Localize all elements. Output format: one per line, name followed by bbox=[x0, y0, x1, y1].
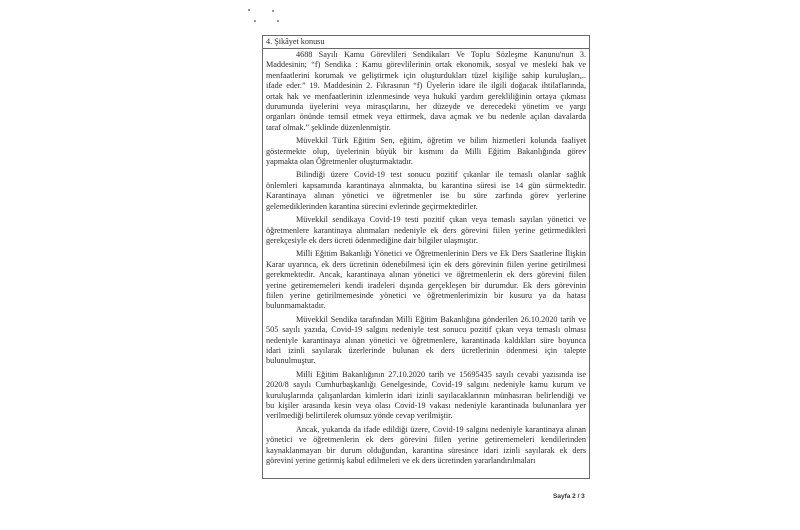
text-line: gelemediklerinden karantina sürecini evlerinde geçirmektedirler. bbox=[266, 201, 478, 211]
text-line: 505 sayılı yazıda, Covid-19 salgını nedeniyle test sonucu pozitif çıkan veya temaslı olması bbox=[266, 325, 586, 335]
text-line: 4688 Sayılı Kamu Görevlileri Sendikaları Ve Toplu Sözleşme Kanunu'nun 3. bbox=[296, 50, 586, 59]
paragraph bbox=[266, 425, 586, 467]
page-number: Sayfa 2 / 3 bbox=[553, 493, 585, 500]
section-body bbox=[263, 49, 589, 466]
paragraph bbox=[266, 50, 586, 133]
text-line: Karar uyarınca, ek ders ücretinin ödenebilmesi için ek ders görevinin fiilen yerine getirilmesi bbox=[266, 259, 586, 269]
paragraph bbox=[266, 215, 586, 246]
text-line: durumunda üyelerini veya mirasçılarını, her düzeyde ve derecedeki yönetim ve yargı bbox=[266, 102, 586, 112]
text-line: idari izinli sayılarak üzerlerinde bulunan ek ders ücretlerinin ödenmesi için talepte bbox=[266, 345, 586, 355]
text-line: Maddesinin; “f) Sendika : Kamu görevlilerinin ortak ekonomik, sosyal ve mesleki hak ve bbox=[266, 60, 586, 70]
text-line: yapmakta olan Öğretmenler oluşturmaktadır. bbox=[266, 157, 413, 167]
section-header: 4. Şikâyet konusu bbox=[263, 36, 589, 49]
text-line: bulunulmuştur. bbox=[266, 356, 316, 366]
text-line: Karantinaya alınan yönetici ve öğretmenler ise bu süre zarfında görev yerlerine bbox=[266, 191, 586, 201]
text-line: Ancak, yukarıda da ifade edildiği üzere, Covid-19 salgını nedeniyle karantinaya alınan bbox=[296, 424, 586, 434]
text-line: verilmediği belirtilerek olumsuz yönde cevap verilmiştir. bbox=[266, 411, 453, 421]
scan-artifact-dots bbox=[248, 8, 288, 28]
text-line: gerekmektedir. Ancak, karantinaya alınan yönetici ve öğretmenlerin ek ders görevini fiilen bbox=[266, 270, 586, 280]
text-line: menfaatlerini korumak ve geliştirmek için oluşturdukları tüzel kişiliğe sahip kuruluşları,.. bbox=[266, 70, 586, 80]
text-line: göstermekte olup, üyelerinin büyük bir kısmını da Milli Eğitim Bakanlığında görev bbox=[266, 146, 586, 156]
text-line: Müvekkil Sendika tarafından Milli Eğitim Bakanlığına gönderilen 26.10.2020 tarih ve bbox=[296, 314, 586, 324]
text-line: görevini yerine getirmiş kabul edilmeleri ve ek ders ücretinden yararlandırılmaları bbox=[266, 456, 536, 466]
text-line: Müvekkil sendikaya Covid-19 testi pozitif çıkan veya temaslı sayılan yönetici ve bbox=[296, 215, 586, 225]
text-line: önlemleri kapsamında karantinaya alınmakta, bu karantina süresi ise 14 gün sürmektedir. bbox=[266, 180, 586, 190]
text-line: organları önünde temsil etmek veya ettirmek, dava açmak ve bu nedenle açılan davalarda bbox=[266, 112, 586, 122]
text-line: Milli Eğitim Bakanlığının 27.10.2020 tarih ve 15695435 sayılı cevabi yazısında ise bbox=[296, 369, 586, 379]
text-line: bu kişiler arasında kesin veya olası Covid-19 vakası nedeniyle karantinada bulunanlara yer bbox=[266, 401, 586, 410]
paragraph bbox=[266, 136, 586, 167]
text-line: Milli Eğitim Bakanlığı Yönetici ve Öğretmenlerinin Ders ve Ek Ders Saatlerine İlişkin bbox=[296, 249, 586, 259]
paragraph bbox=[266, 170, 586, 212]
text-line: kuruluşlarında çalışanlardan kimlerin idari izinli sayılacaklarının münhasıran belirlendiği ve bbox=[266, 390, 586, 400]
paragraph bbox=[266, 370, 586, 422]
text-line: 2020/8 sayılı Cumhurbaşkanlığı Genelgesinde, Covid-19 salgını nedeniyle kamu kurum ve bbox=[266, 380, 586, 390]
text-line: kaynaklanmayan bir durum olduğundan, karantina süresince idari izinli sayılarak ek ders bbox=[266, 445, 586, 455]
text-line: taraf olmak.” şeklinde düzenlenmiştir. bbox=[266, 122, 391, 132]
text-line: ifade eder.” 19. Maddesinin 2. Fıkrasının “f) Üyelerin idare ile ilgili doğacak ihtilaflarında, bbox=[266, 81, 586, 91]
paragraph bbox=[266, 315, 586, 367]
text-line: Bilindiği üzere Covid-19 test sonucu pozitif çıkanlar ile temaslı olanlar sağlık bbox=[296, 170, 586, 180]
complaint-section-box bbox=[262, 35, 590, 479]
text-line: Müvekkil Türk Eğitim Sen, eğitim, öğretim ve bilim hizmetleri kolunda faaliyet bbox=[296, 136, 586, 146]
paragraph bbox=[266, 249, 586, 311]
text-line: bulunmamaktadır. bbox=[266, 301, 326, 311]
text-line: yerine getirememeleri kendi iradeleri dışında gerçekleşen bir durumdur. Ek ders görevinin bbox=[266, 280, 586, 290]
text-line: yönetici ve öğretmenlerin ek ders görevini fiilen yerine getirememeleri kendilerinden bbox=[266, 435, 586, 445]
text-line: ortak hak ve menfaatlerinin izlenmesinde veya hukukî yardım gerekliliğinin ortaya çıkması bbox=[266, 91, 586, 101]
text-line: fiilen yerine getirilmemesinde yönetici ve öğretmenlerimizin bir kusuru ya da hatası bbox=[266, 290, 586, 300]
text-line: öğretmenlere karantinaya alınmaları nedeniyle ek ders görevini fiilen yerine getirmedikleri bbox=[266, 225, 586, 235]
text-line: gerekçesiyle ek ders ücreti ödenmediğine dair bilgiler ulaşmıştır. bbox=[266, 235, 478, 245]
text-line: nedeniyle karantinaya alınan yönetici ve öğretmenlere, karantinada kaldıkları süre boyunca bbox=[266, 335, 586, 345]
